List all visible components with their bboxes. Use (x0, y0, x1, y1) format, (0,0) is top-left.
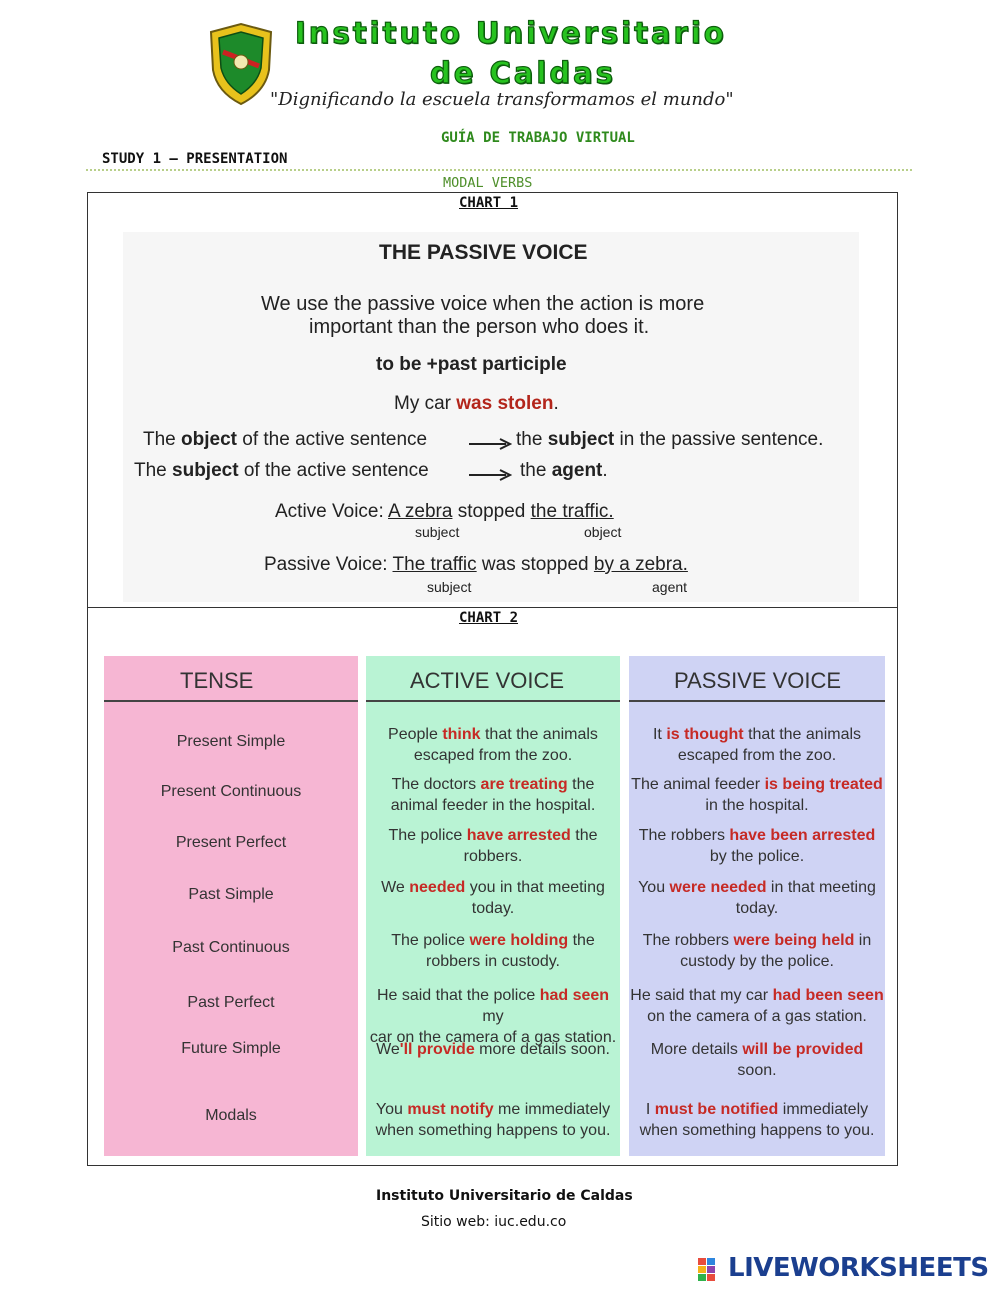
highlighted-verb: must be notified (654, 1101, 779, 1118)
highlighted-verb: 'll provide (399, 1041, 475, 1058)
tense-cell: Modals (205, 1107, 257, 1124)
tense-cell: Future Simple (181, 1040, 281, 1057)
sentence-text: He said that my car (630, 987, 773, 1004)
highlighted-verb: think (442, 726, 481, 743)
study-label: STUDY 1 – PRESENTATION (102, 151, 288, 167)
header-rule (366, 700, 620, 702)
highlighted-verb: were holding (469, 932, 569, 949)
passive-voice-cell (629, 774, 885, 816)
sentence-text: the (570, 827, 598, 844)
active-voice-cell (366, 825, 620, 867)
sentence-text: car on the camera of a gas station. (369, 1029, 617, 1046)
passive-voice-cell (629, 930, 885, 972)
sentence-text: when something happens to you. (375, 1122, 611, 1139)
tense-header: TENSE (180, 668, 254, 693)
sentence-text: custody by the police. (680, 953, 834, 970)
sentence-text: You (375, 1101, 408, 1118)
tense-cell: Past Perfect (187, 994, 275, 1011)
sentence-text: He said that the police (376, 987, 540, 1004)
active-voice-cell (366, 1039, 620, 1060)
tense-cell: Past Simple (188, 886, 274, 903)
active-voice-cell (366, 724, 620, 766)
active-voice-cell (366, 774, 620, 816)
highlighted-verb: must notify (407, 1101, 494, 1118)
highlighted-verb: were being held (733, 932, 855, 949)
chart1-formula: to be +past participle (376, 354, 567, 375)
passive-voice-cell (629, 724, 885, 766)
chart1-example (394, 393, 559, 415)
passive-subject: The traffic (392, 554, 477, 575)
institution-motto: "Dignificando la escuela transformamos el mundo" (270, 89, 734, 110)
sentence-text: on the camera of a gas station. (647, 1008, 867, 1025)
table-row-divider (87, 607, 898, 608)
header-divider (86, 169, 912, 171)
active-voice-column (366, 656, 620, 1156)
highlighted-verb: is being treated (764, 776, 883, 793)
passive-voice-column (629, 656, 885, 1156)
highlighted-verb: have been arrested (729, 827, 876, 844)
highlighted-verb: needed (409, 879, 466, 896)
guide-title: GUÍA DE TRABAJO VIRTUAL (441, 130, 635, 146)
institution-name-line1: Instituto Universitario (295, 16, 727, 50)
passive-voice-cell (629, 877, 885, 919)
sentence-text: The robbers (638, 827, 730, 844)
rule-text: The (143, 429, 182, 450)
sentence-text: that the animals (480, 726, 598, 743)
tense-cell: Present Continuous (160, 783, 302, 800)
rule-text: of the active sentence (238, 460, 429, 481)
active-subject-note: subject (415, 524, 460, 540)
passive-agent: by a zebra. (593, 554, 688, 575)
chart1-intro-line2: important than the person who does it. (309, 316, 650, 338)
tense-cell: Present Perfect (175, 834, 287, 851)
sentence-text: that the animals (743, 726, 862, 743)
example-verb: was stolen (456, 393, 554, 414)
arrow-right-icon (468, 468, 512, 482)
highlighted-verb: is thought (666, 726, 744, 743)
rule-bold: subject (172, 460, 239, 481)
sentence-text: soon. (737, 1062, 777, 1079)
passive-subject-note: subject (427, 579, 472, 595)
rule-text: in the passive sentence. (614, 429, 824, 450)
chart1-rule1-result (516, 429, 823, 451)
sentence-text: more details soon. (474, 1041, 610, 1058)
rule-text: the (516, 429, 548, 450)
sentence-text: People (388, 726, 443, 743)
sentence-text: You (638, 879, 670, 896)
passive-voice-cell (629, 825, 885, 867)
example-text: My car (394, 393, 457, 414)
sentence-text: my (482, 1008, 504, 1025)
rule-text: . (602, 460, 608, 481)
passive-voice-cell (629, 985, 885, 1027)
chart1-intro-line1: We use the passive voice when the action is more (261, 293, 705, 315)
example-period: . (553, 393, 559, 414)
institution-crest-logo (205, 22, 277, 106)
sentence-text: the (568, 932, 595, 949)
chart1-caption: CHART 1 (459, 195, 519, 211)
sentence-text: escaped from the zoo. (413, 747, 573, 764)
rule-text: The (134, 460, 173, 481)
sentence-text: in that meeting (766, 879, 876, 896)
sentence-text: animal feeder in the hospital. (390, 797, 596, 814)
active-subject: A zebra (388, 501, 453, 522)
sentence-text: We (376, 1041, 400, 1058)
active-voice-cell (366, 930, 620, 972)
liveworksheets-logo-icon (698, 1258, 724, 1286)
passive-voice-explanation (123, 232, 859, 602)
sentence-text: today. (735, 900, 779, 917)
passive-voice-example (264, 554, 688, 576)
active-object-note: object (584, 524, 622, 540)
highlighted-verb: have arrested (466, 827, 571, 844)
sentence-text: robbers in custody. (426, 953, 560, 970)
tense-column (104, 656, 358, 1156)
active-voice-header: ACTIVE VOICE (410, 668, 565, 693)
active-voice-cell (366, 877, 620, 919)
sentence-text: in (854, 932, 872, 949)
active-label: Active Voice: (275, 501, 389, 522)
active-voice-example (275, 501, 614, 523)
highlighted-verb: had seen (539, 987, 610, 1004)
active-voice-cell (366, 1099, 620, 1141)
chart1-rule2 (134, 460, 429, 482)
chart1-rule2-result (520, 460, 608, 482)
highlighted-verb: were needed (669, 879, 767, 896)
sentence-text: It (652, 726, 667, 743)
rule-bold: object (181, 429, 237, 450)
rule-text: the (520, 460, 552, 481)
sentence-text: immediately (778, 1101, 869, 1118)
topic-title: MODAL VERBS (443, 175, 533, 191)
chart1-title: THE PASSIVE VOICE (379, 241, 588, 264)
highlighted-verb: will be provided (742, 1041, 864, 1058)
rule-bold: agent (551, 460, 603, 481)
passive-voice-cell (629, 1099, 885, 1141)
sentence-text: today. (471, 900, 515, 917)
arrow-right-icon (468, 437, 512, 451)
institution-name-line2: de Caldas (430, 56, 616, 90)
passive-voice-header: PASSIVE VOICE (674, 668, 842, 693)
sentence-text: in the hospital. (705, 797, 809, 814)
highlighted-verb: had been seen (772, 987, 884, 1004)
sentence-text: me immediately (493, 1101, 611, 1118)
active-object: the traffic. (530, 501, 614, 522)
header-rule (629, 700, 885, 702)
sentence-text: I (645, 1101, 655, 1118)
sentence-text: escaped from the zoo. (677, 747, 837, 764)
footer-website: Sitio web: iuc.edu.co (421, 1214, 567, 1230)
passive-agent-note: agent (652, 579, 688, 595)
sentence-text: by the police. (709, 848, 805, 865)
tense-cell: Past Continuous (172, 939, 290, 956)
sentence-text: The doctors (391, 776, 481, 793)
tense-cell: Present Simple (176, 733, 286, 750)
passive-voice-cell (629, 1039, 885, 1081)
highlighted-verb: are treating (480, 776, 568, 793)
header-rule (104, 700, 358, 702)
sentence-text: when something happens to you. (639, 1122, 875, 1139)
sentence-text: you in that meeting (465, 879, 605, 896)
liveworksheets-brand: LIVEWORKSHEETS (728, 1253, 989, 1283)
sentence-text: More details (650, 1041, 743, 1058)
passive-label: Passive Voice: (264, 554, 393, 575)
sentence-text: The police (391, 932, 470, 949)
sentence-text: We (381, 879, 410, 896)
rule-text: of the active sentence (236, 429, 428, 450)
sentence-text: robbers. (463, 848, 523, 865)
sentence-text: The robbers (642, 932, 734, 949)
chart1-rule1 (143, 429, 427, 451)
chart2-caption: CHART 2 (459, 610, 519, 626)
rule-bold: subject (547, 429, 615, 450)
footer-institution: Instituto Universitario de Caldas (376, 1188, 633, 1204)
passive-verb: was stopped (476, 554, 594, 575)
active-verb: stopped (452, 501, 531, 522)
sentence-text: The police (388, 827, 467, 844)
sentence-text: The animal feeder (631, 776, 765, 793)
sentence-text: the (567, 776, 595, 793)
